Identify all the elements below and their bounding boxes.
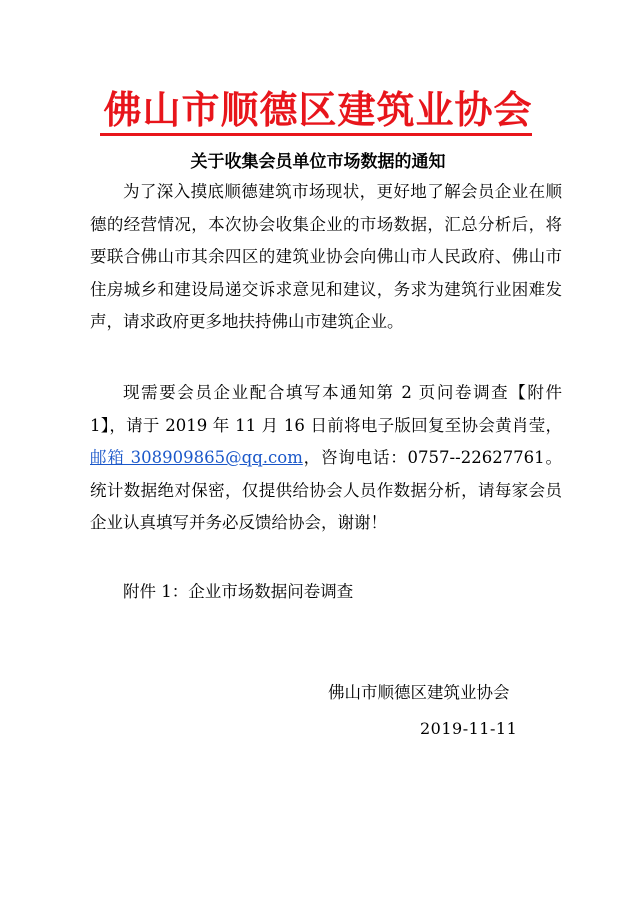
signature-date: 2019-11-11 bbox=[420, 719, 518, 738]
paragraph-2-tail: ，咨询电话：0757--22627761。统计数据绝对保密，仅提供给协会人员作数据分析，请每家会员企业认真填写并务必反馈给协会，谢谢！ bbox=[90, 448, 562, 532]
email-link[interactable]: 邮箱 308909865@qq.com bbox=[90, 448, 303, 467]
paragraph-2-lead: 现需要会员企业配合填写本通知第 2 页问卷调查【附件 1】，请于 2019 年 11 月 16 日前将电子版回复至协会黄肖莹， bbox=[90, 383, 562, 435]
notice-title: 关于收集会员单位市场数据的通知 bbox=[190, 152, 446, 172]
body-paragraph-1: 为了深入摸底顺德建筑市场现状，更好地了解会员企业在顺德的经营情况，本次协会收集企业的市场数据，汇总分析后，将要联合佛山市其余四区的建筑业协会向佛山市人民政府、佛山市住房城乡和建设局递交诉求意见和建议，务求为建筑行业困难发声，请求政府更多地扶持佛山市建筑企业。 bbox=[90, 182, 562, 331]
header-red-rule bbox=[100, 133, 532, 136]
body-paragraph-2 bbox=[90, 377, 562, 540]
org-header-title: 佛山市顺德区建筑业协会 bbox=[103, 88, 533, 132]
attachment-line: 附件 1：企业市场数据问卷调查 bbox=[123, 582, 354, 601]
signature-organization: 佛山市顺德区建筑业协会 bbox=[328, 683, 510, 702]
